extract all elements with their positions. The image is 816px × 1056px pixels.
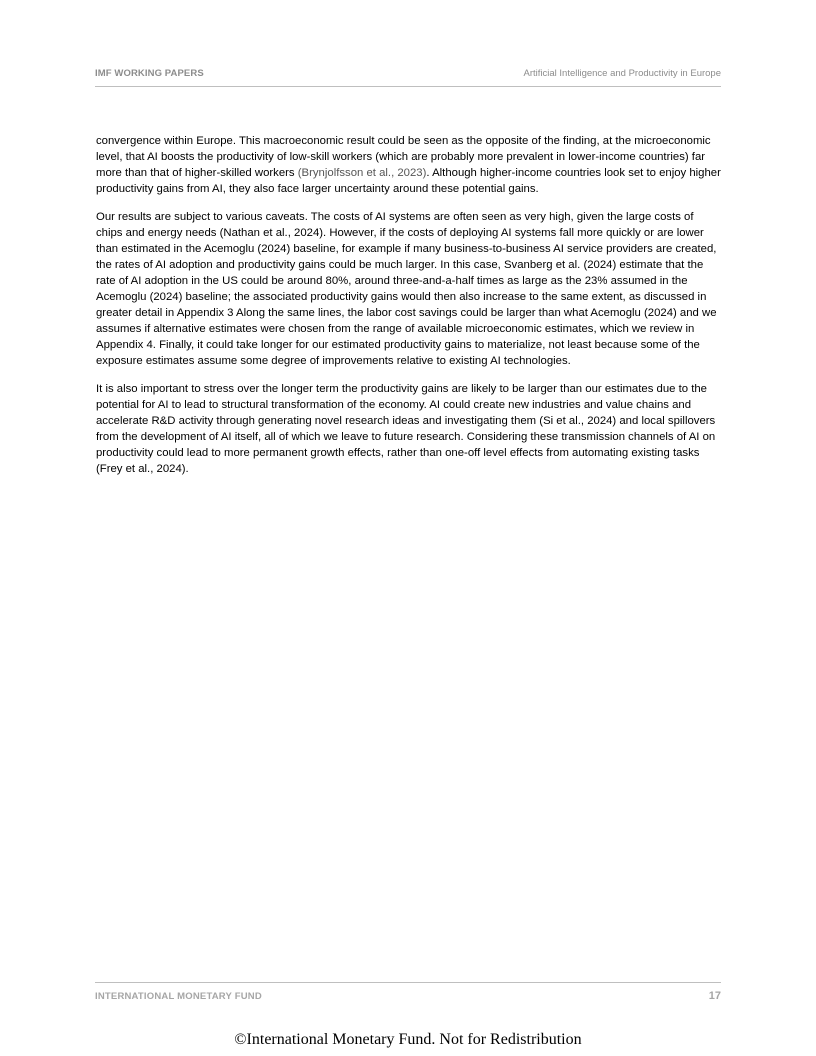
paragraph-3: It is also important to stress over the longer term the productivity gains are likely to be larger than our estimates due to the potential for AI to lead to structural transformation of the economy. AI could create new industries and value chains and accelerate R&D activity through generating novel research ideas and investigating them (Si et al., 2024) and local spillovers from the development of AI itself, all of which we leave to future research. Considering these transmission channels of AI on productivity could lead to more permanent growth effects, rather than one-off level effects from automating existing tasks (Frey et al., 2024). [96, 383, 716, 475]
paragraph-1-text-a: convergence within Europe. This macroeconomic result could be seen as the opposite of the finding, at the microeconomic level, that AI boosts the productivity of low-skill workers (which are probably more prevalent in lower-income countries) far more than that of higher-skilled workers [96, 135, 711, 179]
paper-title: Artificial Intelligence and Productivity in Europe [523, 68, 721, 79]
footer-organization: INTERNATIONAL MONETARY FUND [95, 991, 262, 1002]
paragraph-2: Our results are subject to various caveats. The costs of AI systems are often seen as very high, given the large costs of chips and energy needs (Nathan et al., 2024). However, if the costs of deploying AI systems fall more quickly or are lower than estimated in the Acemoglu (2024) baseline, for example if many business-to-business AI service providers are created, the rates of AI adoption and productivity gains could be much larger. In this case, Svanberg et al. (2024) estimate that the rate of AI adoption in the US could be around 80%, around three-and-a-half times as large as the 23% assumed in the Acemoglu (2024) baseline; the associated productivity gains would then also increase to the same extent, as discussed in greater detail in Appendix 3 Along the same lines, the labor cost savings could be larger than what Acemoglu (2024) and we assumes if alternative estimates were chosen from the range of available microeconomic estimates, which we review in Appendix 4. Finally, it could take longer for our estimated productivity gains to materialize, not least because some of the exposure estimates assume some degree of improvements relative to existing AI technologies. [96, 211, 717, 367]
paragraph-1-text-b: . Although higher-income countries look set to enjoy higher productivity gains from AI, they also face larger uncertainty around these potential gains. [96, 167, 721, 195]
series-title: IMF WORKING PAPERS [95, 68, 204, 79]
page-number: 17 [708, 990, 721, 1002]
page-header [95, 66, 721, 87]
body-text [96, 133, 722, 489]
citation-link[interactable]: (Brynjolfsson et al., 2023) [297, 167, 427, 179]
paragraph-1 [96, 133, 722, 197]
page-footer [95, 982, 721, 1005]
copyright-notice: ©International Monetary Fund. Not for Redistribution [234, 1031, 582, 1048]
